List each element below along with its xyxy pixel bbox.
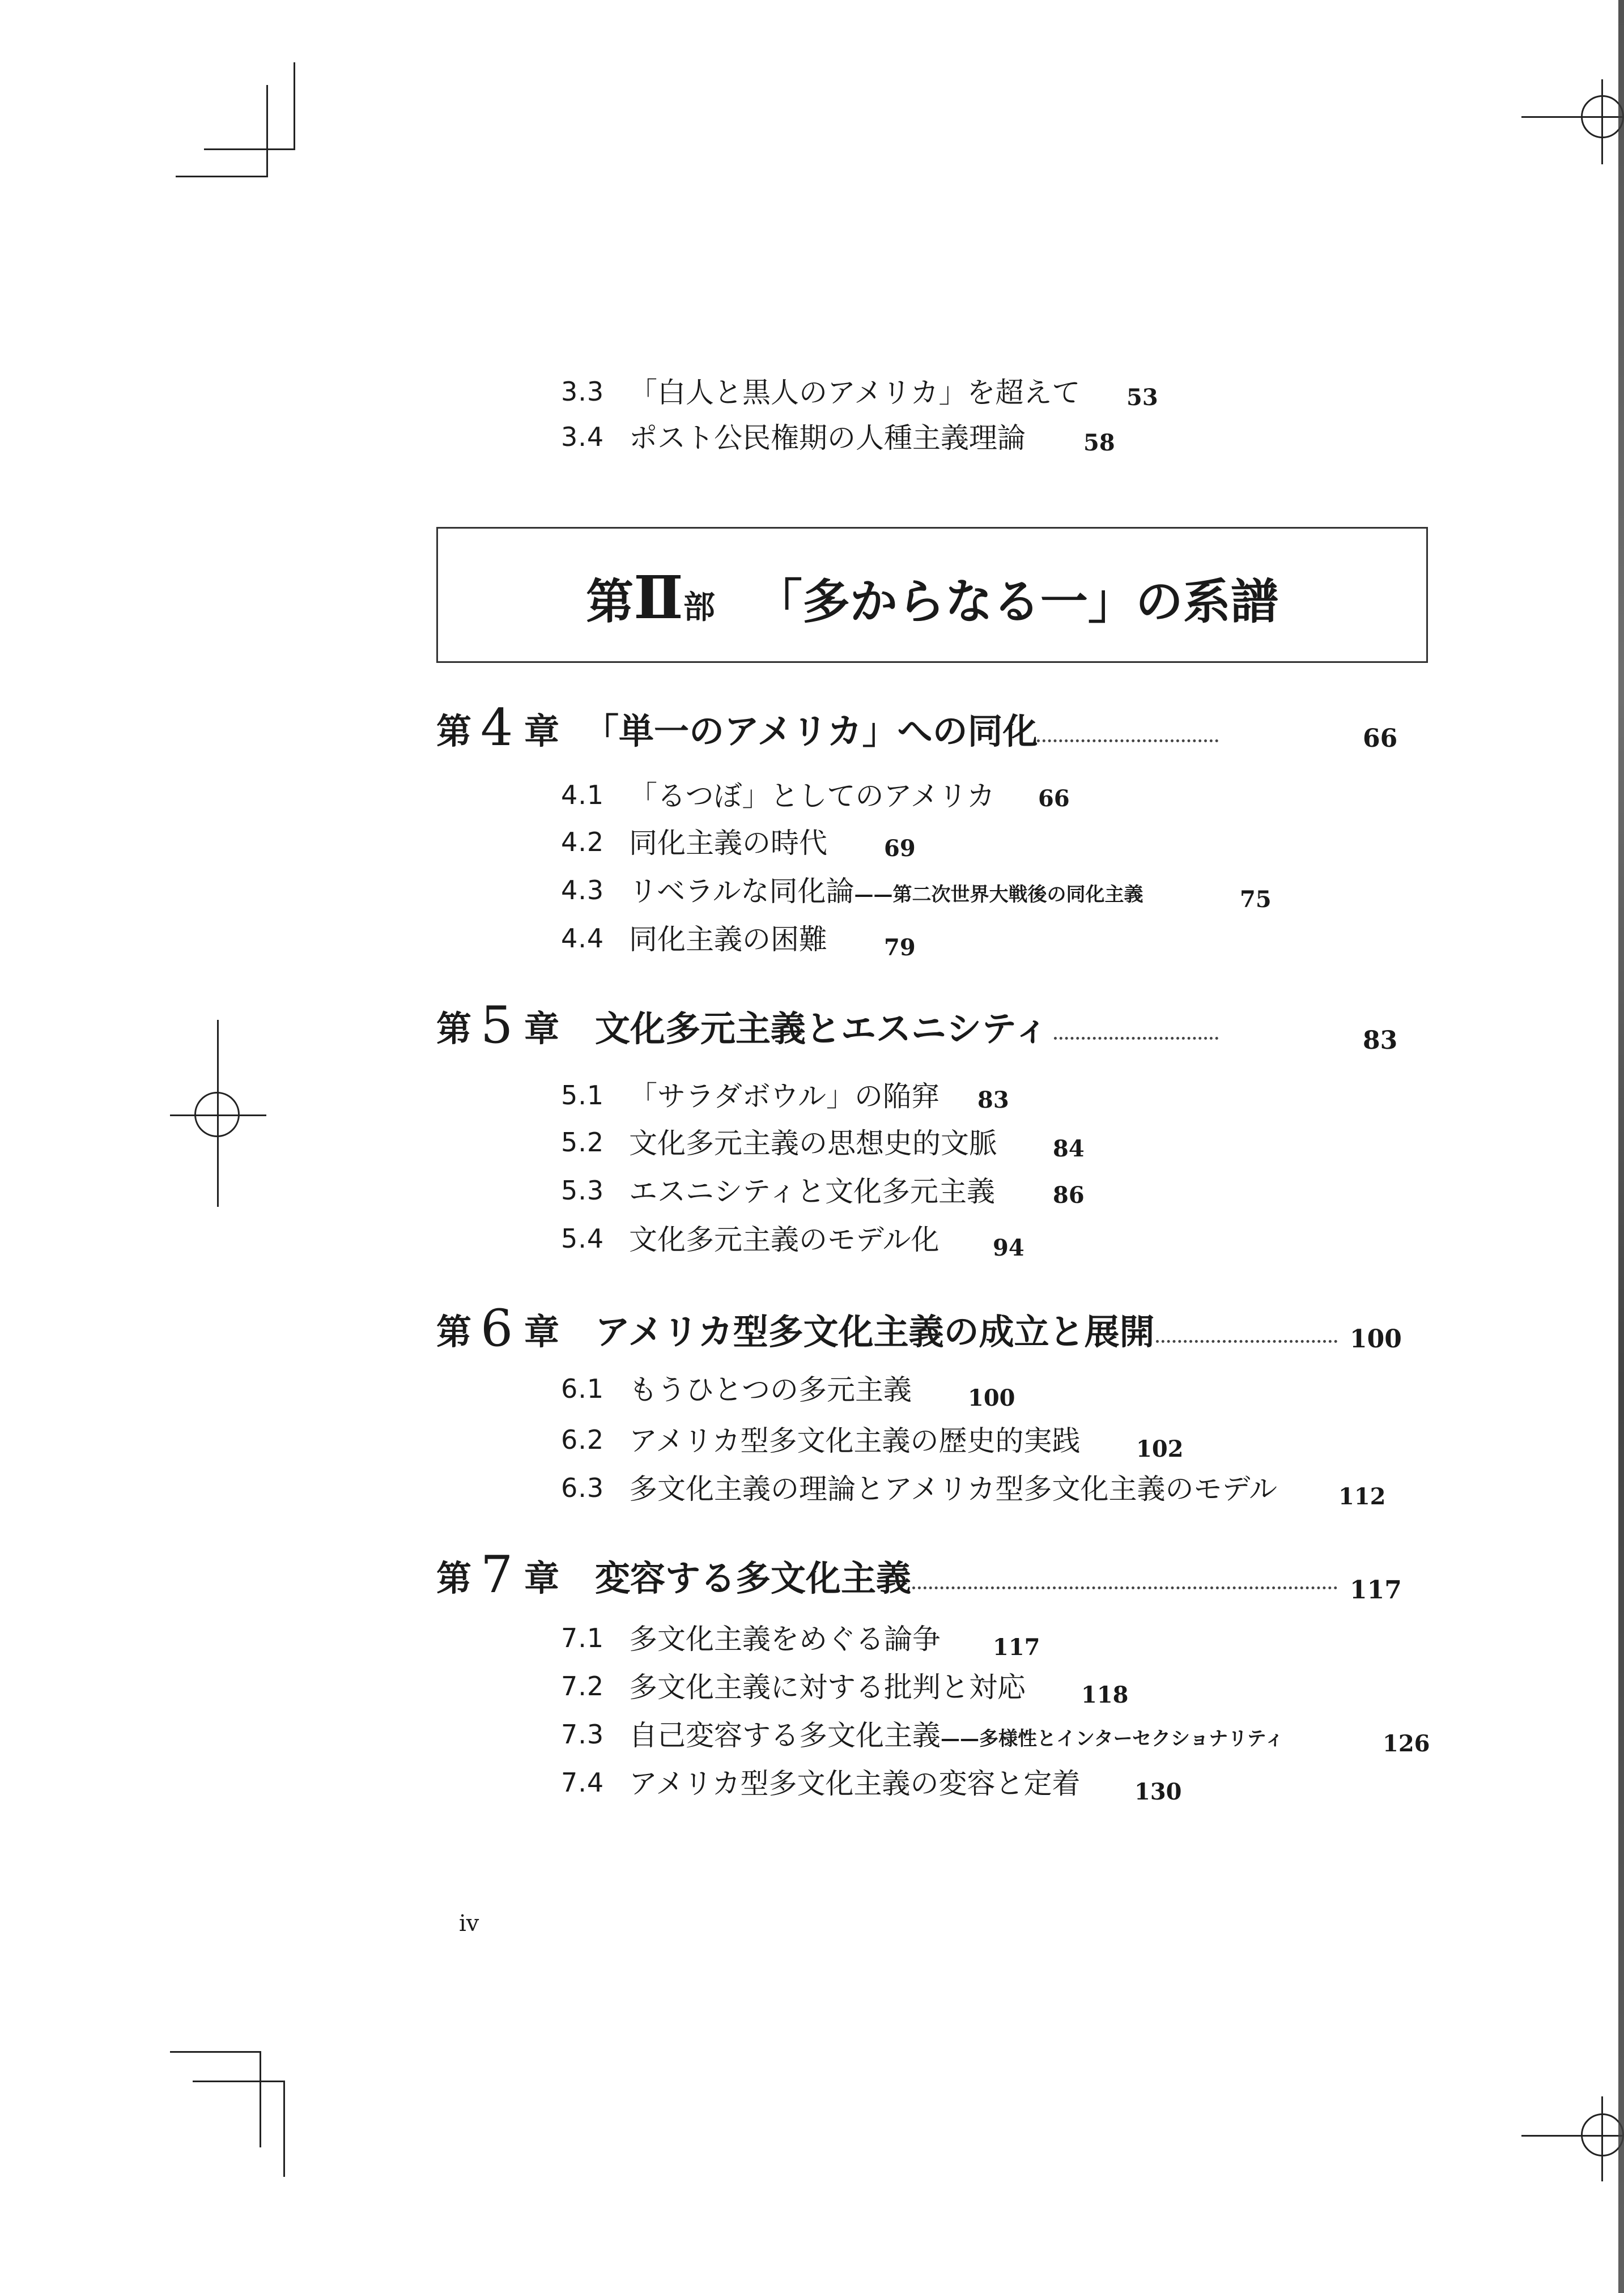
crop-mark-bottom-left [260, 2051, 261, 2147]
chapter-title: 「単一のアメリカ」への同化 [584, 711, 1038, 752]
section-title: リベラルな同化論 [629, 875, 854, 908]
part-suffix: 部 [683, 589, 715, 626]
section-page: 112 [1338, 1483, 1386, 1510]
section-page: 84 [1053, 1135, 1085, 1162]
chapter-7-heading [436, 1545, 1402, 1605]
section-title: もうひとつの多元主義 [629, 1373, 912, 1406]
section-number: 6.2 [561, 1424, 605, 1455]
part-heading-box [436, 527, 1428, 663]
section-title: 多文化主義の理論とアメリカ型多文化主義のモデル [629, 1473, 1277, 1505]
crop-mark-bottom-left [283, 2081, 285, 2177]
section-number: 5.3 [561, 1175, 605, 1206]
chapter-suffix: 章 [524, 711, 560, 752]
section-title: 「るつぼ」としてのアメリカ [629, 780, 995, 812]
chapter-number: 5 [481, 996, 513, 1055]
section-page: 66 [1038, 785, 1070, 812]
section-page: 86 [1053, 1182, 1085, 1209]
part-roman-numeral: Ⅱ [634, 563, 683, 632]
chapter-suffix: 章 [524, 1008, 560, 1049]
section-page: 83 [977, 1087, 1009, 1113]
chapter-suffix: 章 [524, 1311, 560, 1352]
section-number: 5.2 [561, 1127, 605, 1158]
page-folio: iv [459, 1911, 479, 1937]
crop-mark-top-left [204, 148, 295, 150]
section-number: 6.1 [561, 1373, 605, 1404]
section-number: 5.4 [561, 1223, 605, 1254]
scan-edge [1618, 0, 1624, 2293]
section-subtitle: ——多様性とインターセクショナリティ [941, 1728, 1284, 1750]
chapter-number: 6 [481, 1299, 513, 1358]
section-page: 69 [884, 835, 916, 862]
chapter-title: 変容する多文化主義 [595, 1558, 912, 1599]
chapter-prefix: 第 [436, 1558, 472, 1599]
chapter-title: アメリカ型多文化主義の成立と展開 [595, 1311, 1155, 1352]
chapter-prefix: 第 [436, 711, 472, 752]
section-number: 7.2 [561, 1671, 605, 1701]
section-title: アメリカ型多文化主義の変容と定着 [629, 1767, 1081, 1800]
section-number: 4.4 [561, 923, 605, 954]
chapter-page: 83 [1363, 1026, 1398, 1055]
crop-mark-top-left [266, 85, 268, 177]
leader-dots [912, 1586, 1337, 1589]
section-number: 3.3 [561, 376, 605, 407]
section-title: 同化主義の困難 [629, 923, 827, 956]
section-number: 7.3 [561, 1719, 605, 1750]
section-page: 130 [1134, 1779, 1182, 1805]
section-title: ポスト公民権期の人種主義理論 [629, 422, 1026, 454]
chapter-6-heading [436, 1299, 1402, 1358]
section-title: アメリカ型多文化主義の歴史的実践 [629, 1424, 1081, 1457]
section-page: 58 [1083, 429, 1115, 456]
section-title: 同化主義の時代 [629, 827, 827, 860]
chapter-4-heading [436, 698, 1398, 758]
registration-circle-left [194, 1092, 240, 1137]
part-title: 「多からなる一」の系譜 [754, 573, 1278, 629]
chapter-5-heading [436, 996, 1398, 1055]
chapter-suffix: 章 [524, 1558, 560, 1599]
chapter-prefix: 第 [436, 1311, 472, 1352]
section-title: 多文化主義をめぐる論争 [629, 1623, 941, 1656]
section-number: 7.1 [561, 1623, 605, 1653]
section-number: 4.2 [561, 827, 605, 857]
part-heading [438, 563, 1426, 632]
section-number: 7.4 [561, 1767, 605, 1798]
section-page: 53 [1126, 384, 1158, 411]
section-title: 文化多元主義の思想史的文脈 [629, 1127, 997, 1160]
chapter-title: 文化多元主義とエスニシティ [595, 1008, 1049, 1049]
section-number: 3.4 [561, 422, 605, 452]
section-number: 4.3 [561, 875, 605, 905]
chapter-prefix: 第 [436, 1008, 472, 1049]
crop-mark-top-left [294, 62, 295, 150]
chapter-number: 7 [481, 1545, 513, 1605]
crop-mark-bottom-left [193, 2081, 283, 2082]
leader-dots [1054, 1037, 1218, 1040]
chapter-number: 4 [481, 698, 513, 758]
section-number: 5.1 [561, 1080, 605, 1111]
section-title: エスニシティと文化多元主義 [629, 1175, 995, 1208]
registration-circle-right-bottom [1581, 2113, 1624, 2156]
section-title: 「サラダボウル」の陥穽 [629, 1080, 939, 1113]
section-page: 102 [1136, 1436, 1184, 1462]
section-page: 79 [884, 934, 916, 961]
section-title: 文化多元主義のモデル化 [629, 1223, 939, 1256]
crop-mark-bottom-left [170, 2051, 261, 2053]
part-prefix: 第 [586, 573, 634, 629]
section-page: 94 [993, 1235, 1024, 1261]
section-page: 100 [968, 1385, 1015, 1411]
section-number: 4.1 [561, 780, 605, 810]
section-page: 126 [1383, 1730, 1430, 1757]
section-title: 自己変容する多文化主義 [629, 1719, 941, 1752]
section-page: 117 [993, 1634, 1040, 1661]
section-title: 多文化主義に対する批判と対応 [629, 1671, 1026, 1704]
crop-mark-top-left [176, 176, 266, 177]
leader-dots [1156, 1340, 1337, 1343]
section-page: 118 [1081, 1682, 1129, 1708]
chapter-page: 100 [1350, 1325, 1402, 1354]
chapter-page: 117 [1350, 1576, 1402, 1605]
registration-circle-right-top [1581, 95, 1624, 138]
section-number: 6.3 [561, 1473, 605, 1503]
section-subtitle: ——第二次世界大戦後の同化主義 [854, 883, 1143, 906]
section-title: 「白人と黒人のアメリカ」を超えて [629, 376, 1081, 409]
chapter-page: 66 [1363, 724, 1398, 753]
leader-dots [1037, 739, 1218, 742]
section-page: 75 [1240, 886, 1272, 913]
